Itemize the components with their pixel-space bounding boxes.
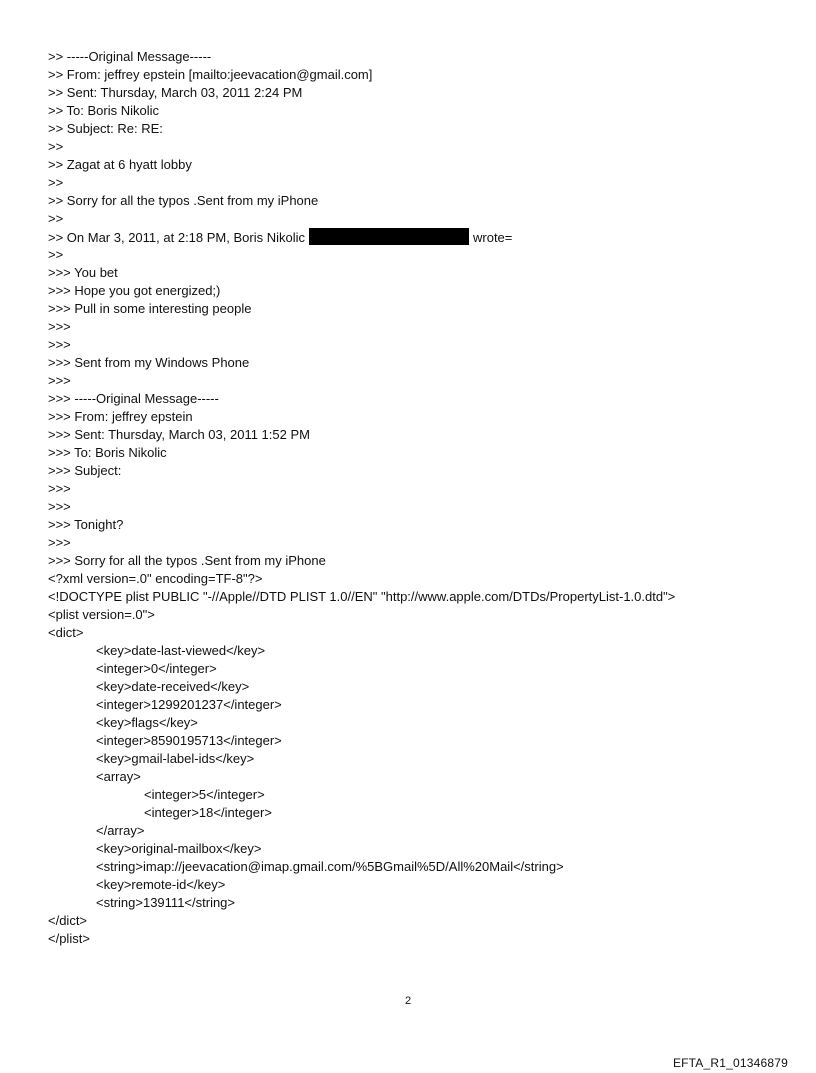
email-line: >> From: jeffrey epstein [mailto:jeevacation@gmail.com] (48, 67, 373, 82)
dict-open-tag: <dict> (48, 625, 84, 640)
plist-entry: <string>139111</string> (96, 895, 236, 910)
document-body (48, 48, 788, 948)
plist-entry: <integer>1299201237</integer> (96, 697, 282, 712)
plist-open-tag: <plist version=.0"> (48, 607, 155, 622)
email-line: >>> (48, 481, 71, 496)
plist-entry: <key>date-last-viewed</key> (96, 643, 266, 658)
plist-close-tag: </plist> (48, 931, 90, 946)
email-line: >>> (48, 373, 71, 388)
email-line: >> (48, 175, 64, 190)
email-line: >>> Sent: Thursday, March 03, 2011 1:52 PM (48, 427, 310, 442)
bates-number: EFTA_R1_01346879 (672, 1056, 788, 1070)
plist-entry: </array> (96, 823, 145, 838)
email-line: >>> You bet (48, 265, 118, 280)
email-line: >> Sorry for all the typos .Sent from my iPhone (48, 193, 319, 208)
plist-entry: <key>remote-id</key> (96, 877, 226, 892)
email-line: >>> From: jeffrey epstein (48, 409, 193, 424)
email-line: >>> Subject: (48, 463, 122, 478)
email-line: >>> (48, 535, 71, 550)
email-line: >> (48, 139, 64, 154)
plist-block (48, 570, 788, 948)
page-number: 2 (404, 995, 412, 1007)
email-line: >>> Sorry for all the typos .Sent from my iPhone (48, 553, 326, 568)
plist-array-item: <integer>5</integer> (144, 787, 265, 802)
email-line: >> Sent: Thursday, March 03, 2011 2:24 PM (48, 85, 303, 100)
plist-entry: <array> (96, 769, 141, 784)
email-line: >>> Hope you got energized;) (48, 283, 221, 298)
email-line: >>> (48, 499, 71, 514)
email-line: >> Zagat at 6 hyatt lobby (48, 157, 192, 172)
plist-entry: <key>gmail-label-ids</key> (96, 751, 255, 766)
email-line: >>> Tonight? (48, 517, 124, 532)
email-line: >>> Sent from my Windows Phone (48, 355, 250, 370)
plist-entry: <key>original-mailbox</key> (96, 841, 262, 856)
email-line: >>> (48, 319, 71, 334)
wrote-prefix: >> On Mar 3, 2011, at 2:18 PM, Boris Nikolic (48, 230, 305, 245)
email-line: >> Subject: Re: RE: (48, 121, 163, 136)
email-line: >> (48, 247, 64, 262)
wrote-suffix: wrote= (473, 230, 513, 245)
plist-array-item: <integer>18</integer> (144, 805, 272, 820)
redaction-bar (309, 228, 469, 245)
email-line: >> To: Boris Nikolic (48, 103, 160, 118)
email-line: >> -----Original Message----- (48, 49, 212, 64)
plist-entry: <key>flags</key> (96, 715, 198, 730)
xml-declaration: <?xml version=.0" encoding=TF-8"?> (48, 571, 263, 586)
email-line: >>> To: Boris Nikolic (48, 445, 167, 460)
plist-entry: <integer>0</integer> (96, 661, 217, 676)
email-line: >>> Pull in some interesting people (48, 301, 252, 316)
email-wrote-line (48, 228, 788, 246)
doctype-line: <!DOCTYPE plist PUBLIC "-//Apple//DTD PLIST 1.0//EN" "http://www.apple.com/DTDs/PropertyList-1.0.dtd"> (48, 589, 676, 604)
plist-entry: <key>date-received</key> (96, 679, 250, 694)
email-quoted-block (48, 48, 788, 570)
plist-entry: <integer>8590195713</integer> (96, 733, 282, 748)
plist-entry: <string>imap://jeevacation@imap.gmail.com/%5BGmail%5D/All%20Mail</string> (96, 859, 564, 874)
email-line: >>> -----Original Message----- (48, 391, 219, 406)
email-line: >>> (48, 337, 71, 352)
dict-close-tag: </dict> (48, 913, 88, 928)
email-line: >> (48, 211, 64, 226)
